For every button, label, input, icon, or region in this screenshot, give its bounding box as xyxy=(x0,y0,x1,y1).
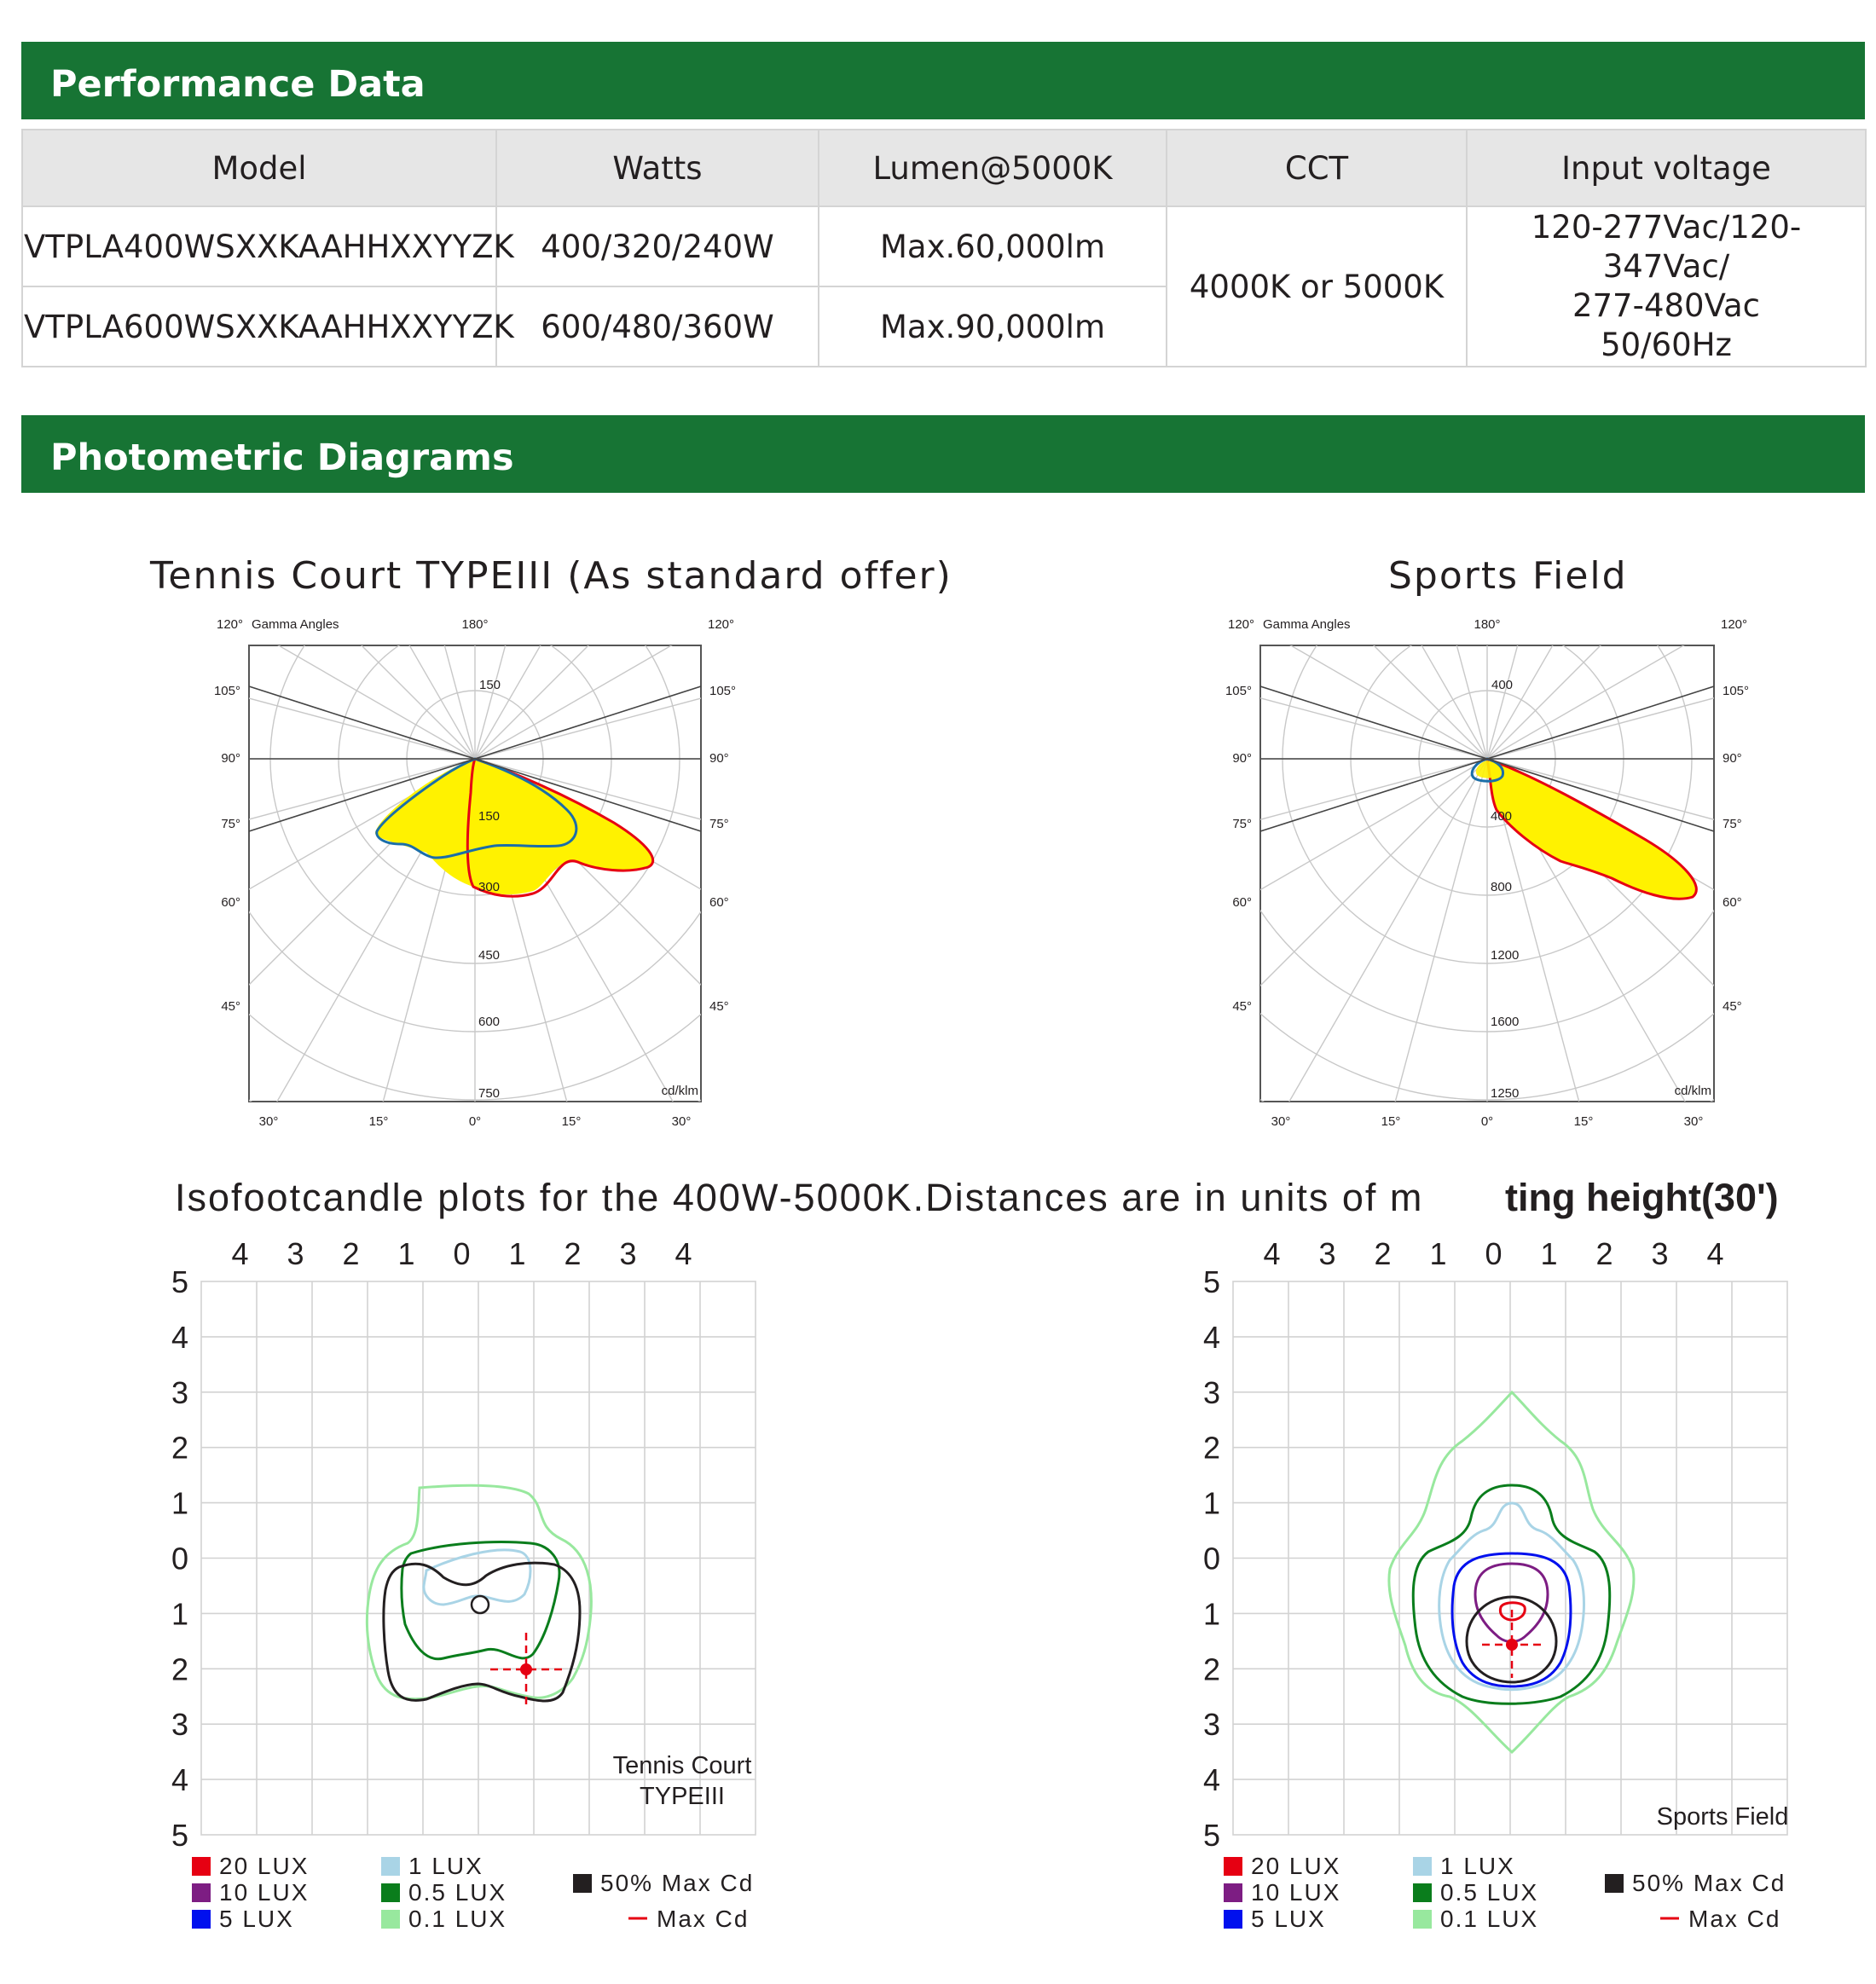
x-tick-label: 0 xyxy=(453,1236,471,1271)
x-tick-label: 3 xyxy=(619,1236,637,1271)
y-tick-label: 2 xyxy=(171,1651,189,1687)
side-angle-label: 75° xyxy=(709,817,729,831)
ring-value-label: 750 xyxy=(478,1086,501,1101)
bottom-angle-label: 0° xyxy=(1480,1114,1494,1129)
ring-value-label: 400 xyxy=(1491,678,1514,692)
polar-reference-line xyxy=(1260,759,1487,831)
voltage-line: 277-480Vac xyxy=(1572,287,1761,324)
bottom-angle-label: 15° xyxy=(1573,1114,1594,1129)
tennis-plot-label: Tennis Court xyxy=(612,1752,752,1779)
ring-value-label: 400 xyxy=(1491,809,1513,824)
legend-label: 0.5 LUX xyxy=(1440,1879,1539,1906)
column-header-lumen: Lumen@5000K xyxy=(819,130,1167,206)
y-tick-label: 0 xyxy=(1202,1541,1221,1576)
x-tick-label: 4 xyxy=(1706,1236,1724,1271)
bottom-angle-label: 30° xyxy=(671,1114,692,1129)
unit-label: cd/klm xyxy=(1674,1084,1711,1098)
x-tick-label: 3 xyxy=(1651,1236,1669,1271)
model-cell: VTPLA600WSXXKAAHHXXYYZK xyxy=(22,286,496,367)
bottom-angle-label: 30° xyxy=(1683,1114,1704,1129)
iso-title-overlay: ting height(30') xyxy=(1505,1176,1779,1219)
y-tick-label: 0 xyxy=(171,1541,189,1576)
sports-0.5lux-contour xyxy=(1413,1485,1610,1703)
y-tick-label: 3 xyxy=(171,1707,189,1743)
legend-label: 20 LUX xyxy=(219,1853,310,1879)
tennis-50pct-contour xyxy=(384,1563,580,1701)
legend-label: 1 LUX xyxy=(1440,1853,1515,1879)
tennis-beam-fill xyxy=(375,759,653,894)
legend-swatch xyxy=(1224,1883,1242,1902)
y-tick-label: 1 xyxy=(1202,1485,1221,1521)
column-header-model: Model xyxy=(22,130,496,206)
legend-label: Max Cd xyxy=(657,1906,750,1932)
y-tick-label: 1 xyxy=(1202,1596,1221,1632)
legend-label: 20 LUX xyxy=(1251,1853,1341,1879)
y-tick-label: 3 xyxy=(1202,1707,1221,1743)
side-angle-label: 60° xyxy=(709,895,729,910)
unit-label: cd/klm xyxy=(661,1084,698,1098)
side-angle-label: 105° xyxy=(709,684,737,698)
legend-label: 50% Max Cd xyxy=(600,1870,755,1896)
voltage-line: 50/60Hz xyxy=(1601,327,1732,363)
legend-swatch xyxy=(192,1910,211,1929)
bottom-angle-label: 30° xyxy=(1271,1114,1291,1129)
voltage-line: 120-277Vac/120-347Vac/ xyxy=(1531,209,1802,285)
iso-title: Isofootcandle plots for the 400W-5000K.Distances are in units of m xyxy=(175,1176,1424,1219)
sports-plot-label: Sports Field xyxy=(1656,1803,1789,1831)
gamma-angles-label: Gamma Angles xyxy=(252,617,339,632)
corner-angle-label: 120° xyxy=(217,617,244,632)
side-angle-label: 75° xyxy=(1723,817,1742,831)
side-angle-label: 75° xyxy=(221,817,240,831)
photometric-diagrams-title: Photometric Diagrams xyxy=(50,437,514,479)
performance-data-title: Performance Data xyxy=(50,63,426,106)
legend-label: 10 LUX xyxy=(1251,1879,1341,1906)
x-tick-label: 0 xyxy=(1485,1236,1503,1271)
legend-label: 0.5 LUX xyxy=(408,1879,507,1906)
side-angle-label: 105° xyxy=(1723,684,1750,698)
side-angle-label: 105° xyxy=(1225,684,1252,698)
side-angle-label: 90° xyxy=(709,751,729,766)
y-tick-label: 1 xyxy=(171,1596,189,1632)
cct-cell: 4000K or 5000K xyxy=(1167,206,1467,367)
side-angle-label: 90° xyxy=(221,751,240,766)
ring-value-label: 150 xyxy=(479,678,501,692)
y-tick-label: 2 xyxy=(171,1430,189,1466)
tennis-plot-label: TYPEIII xyxy=(640,1783,725,1810)
side-angle-label: 60° xyxy=(221,895,240,910)
top-angle-label: 180° xyxy=(461,617,489,632)
x-tick-label: 2 xyxy=(564,1236,582,1271)
polar-reference-line xyxy=(1487,686,1714,759)
column-header-cct: CCT xyxy=(1167,130,1467,206)
side-angle-label: 90° xyxy=(1232,751,1252,766)
sports-0.1lux-contour xyxy=(1389,1392,1634,1752)
ring-value-label: 1600 xyxy=(1491,1015,1520,1029)
top-angle-label: 180° xyxy=(1474,617,1501,632)
legend-label: 10 LUX xyxy=(219,1879,310,1906)
x-tick-label: 3 xyxy=(287,1236,304,1271)
x-tick-label: 4 xyxy=(675,1236,692,1271)
lumen-cell: Max.90,000lm xyxy=(819,286,1167,367)
legend-swatch xyxy=(1413,1883,1432,1902)
legend-swatch xyxy=(1224,1910,1242,1929)
corner-angle-label: 120° xyxy=(1721,617,1748,632)
bottom-angle-label: 15° xyxy=(1381,1114,1401,1129)
x-tick-label: 1 xyxy=(1429,1236,1447,1271)
polar-reference-line xyxy=(1260,686,1487,759)
tennis-legend xyxy=(192,1853,754,1932)
legend-label: 5 LUX xyxy=(1251,1906,1326,1932)
side-angle-label: 45° xyxy=(709,999,729,1014)
side-angle-label: 60° xyxy=(1723,895,1742,910)
legend-swatch xyxy=(1413,1857,1432,1876)
x-tick-label: 1 xyxy=(508,1236,526,1271)
legend-swatch xyxy=(381,1883,400,1902)
x-tick-label: 1 xyxy=(1540,1236,1558,1271)
ring-value-label: 600 xyxy=(478,1015,501,1029)
y-tick-label: 4 xyxy=(171,1319,189,1355)
side-angle-label: 105° xyxy=(213,684,240,698)
side-angle-label: 45° xyxy=(221,999,240,1014)
ring-value-label: 150 xyxy=(478,809,501,824)
legend-label: 1 LUX xyxy=(408,1853,483,1879)
y-tick-label: 5 xyxy=(1202,1818,1221,1853)
side-angle-label: 90° xyxy=(1723,751,1742,766)
polar-reference-line xyxy=(475,686,701,759)
legend-swatch xyxy=(1605,1874,1624,1893)
watts-cell: 400/320/240W xyxy=(496,206,819,286)
lumen-cell: Max.60,000lm xyxy=(819,206,1167,286)
y-tick-label: 5 xyxy=(171,1264,189,1299)
gamma-angles-label: Gamma Angles xyxy=(1263,617,1351,632)
legend-swatch xyxy=(381,1857,400,1876)
y-tick-label: 2 xyxy=(1202,1651,1221,1687)
watts-cell: 600/480/360W xyxy=(496,286,819,367)
y-tick-label: 4 xyxy=(1202,1319,1221,1355)
column-header-input-voltage: Input voltage xyxy=(1467,130,1866,206)
x-tick-label: 4 xyxy=(231,1236,249,1271)
legend-label: 50% Max Cd xyxy=(1632,1870,1786,1896)
x-tick-label: 3 xyxy=(1318,1236,1336,1271)
ring-value-label: 1200 xyxy=(1491,948,1520,963)
x-tick-label: 4 xyxy=(1263,1236,1281,1271)
corner-angle-label: 120° xyxy=(1228,617,1255,632)
y-tick-label: 4 xyxy=(1202,1762,1221,1798)
legend-swatch xyxy=(192,1857,211,1876)
legend-swatch xyxy=(1413,1910,1432,1929)
side-angle-label: 75° xyxy=(1232,817,1252,831)
legend-swatch xyxy=(381,1910,400,1929)
sports-legend xyxy=(1224,1853,1786,1932)
bottom-angle-label: 0° xyxy=(468,1114,482,1129)
side-angle-label: 45° xyxy=(1232,999,1252,1014)
y-tick-label: 5 xyxy=(1202,1264,1221,1299)
sports-polar-title: Sports Field xyxy=(1388,554,1628,598)
ring-value-label: 450 xyxy=(478,948,501,963)
model-cell: VTPLA400WSXXKAAHHXXYYZK xyxy=(22,206,496,286)
x-tick-label: 2 xyxy=(342,1236,360,1271)
legend-label: 5 LUX xyxy=(219,1906,294,1932)
legend-label: Max Cd xyxy=(1688,1906,1781,1932)
legend-swatch xyxy=(1224,1857,1242,1876)
ring-value-label: 800 xyxy=(1491,880,1513,894)
side-angle-label: 60° xyxy=(1232,895,1252,910)
tennis-isofootcandle-plot xyxy=(171,1236,756,1853)
column-header-watts: Watts xyxy=(496,130,819,206)
corner-angle-label: 120° xyxy=(708,617,735,632)
bottom-angle-label: 15° xyxy=(368,1114,389,1129)
legend-swatch xyxy=(192,1883,211,1902)
bottom-angle-label: 30° xyxy=(258,1114,279,1129)
y-tick-label: 2 xyxy=(1202,1430,1221,1466)
tennis-polar-title: Tennis Court TYPEIII (As standard offer) xyxy=(150,554,952,598)
legend-label: 0.1 LUX xyxy=(408,1906,507,1932)
ring-value-label: 1250 xyxy=(1491,1086,1520,1101)
x-tick-label: 2 xyxy=(1595,1236,1613,1271)
sports-isofootcandle-plot xyxy=(1203,1236,1788,1853)
bottom-angle-label: 15° xyxy=(561,1114,582,1129)
y-tick-label: 3 xyxy=(1202,1374,1221,1410)
y-tick-label: 4 xyxy=(171,1762,189,1798)
x-tick-label: 1 xyxy=(397,1236,415,1271)
polar-reference-line xyxy=(249,686,475,759)
y-tick-label: 3 xyxy=(171,1374,189,1410)
tennis-center-marker xyxy=(472,1596,489,1613)
legend-swatch xyxy=(573,1874,592,1893)
ring-value-label: 300 xyxy=(478,880,501,894)
legend-label: 0.1 LUX xyxy=(1440,1906,1539,1932)
y-tick-label: 1 xyxy=(171,1485,189,1521)
side-angle-label: 45° xyxy=(1723,999,1742,1014)
y-tick-label: 5 xyxy=(171,1818,189,1853)
x-tick-label: 2 xyxy=(1374,1236,1392,1271)
sports-polar-diagram xyxy=(720,0,1876,1526)
